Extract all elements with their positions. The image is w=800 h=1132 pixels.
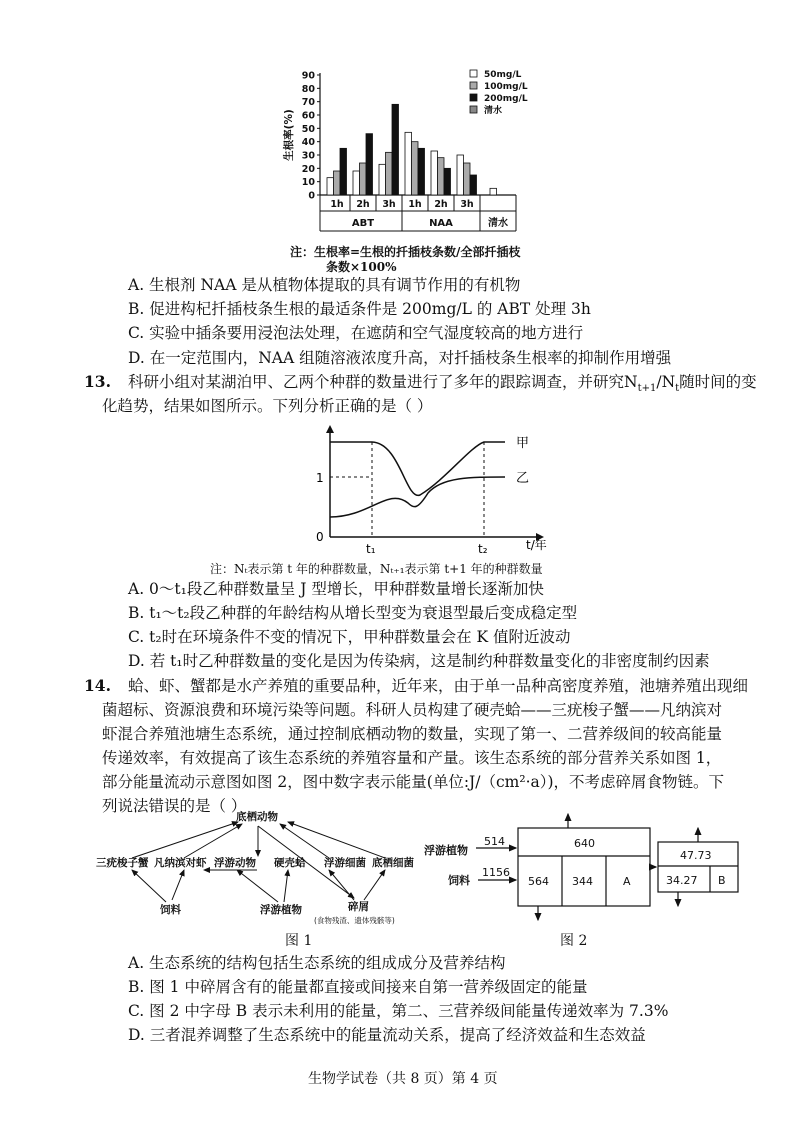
bar-chart xyxy=(270,62,570,262)
bar xyxy=(464,163,471,195)
fig2-feed-value: 1156 xyxy=(482,866,510,879)
fig2-phyto-value: 514 xyxy=(484,835,505,848)
q12-option-b: B. 促进构杞扦插枝条生根的最适条件是 200mg/L 的 ABT 处理 3h xyxy=(128,300,591,318)
legend-swatch xyxy=(470,94,477,101)
y-tick-label: 20 xyxy=(301,163,315,175)
q14-option-c: C. 图 2 中字母 B 表示未利用的能量，第二、三营养级间能量传递效率为 7.3% xyxy=(128,1002,669,1020)
y-tick-label: 50 xyxy=(301,123,315,135)
node-detritus: 碎屑 xyxy=(348,901,369,913)
node-detritus-note: (食物残渣、遗体残骸等) xyxy=(314,916,395,925)
q13-option-c: C. t₂时在环境条件不变的情况下，甲种群数量会在 K 值附近波动 xyxy=(128,628,571,646)
y-axis-label: 生根率(%) xyxy=(283,109,295,161)
y-tick-label: 70 xyxy=(301,97,315,109)
q12-option-c: C. 实验中插条要用浸泡法处理，在遮荫和空气湿度较高的地方进行 xyxy=(128,324,584,342)
node-feed: 饲料 xyxy=(160,904,181,916)
bar xyxy=(405,132,412,195)
chart-note-1: 注：生根率=生根的扦插枝条数/全部扦插枝 xyxy=(290,245,521,259)
fig2-box2-a: 34.27 xyxy=(666,874,698,887)
legend-label: 100mg/L xyxy=(484,82,528,92)
bar xyxy=(457,155,464,195)
x-time-label: 3h xyxy=(460,199,474,210)
fig2-box-top: 640 xyxy=(574,837,595,850)
fig2-box-b: 344 xyxy=(572,875,593,888)
bar xyxy=(379,164,386,195)
legend-swatch xyxy=(470,106,477,113)
q14-stem-line6: 列说法错误的是（ ） xyxy=(102,797,247,815)
bar xyxy=(327,178,334,195)
legend-label: 200mg/L xyxy=(484,94,528,104)
curve-yi xyxy=(330,477,505,517)
bar xyxy=(386,152,393,195)
t2-label: t₂ xyxy=(478,542,488,556)
bar-layer xyxy=(282,70,528,231)
fig2-box-c: A xyxy=(623,875,631,888)
y-tick-one: 1 xyxy=(316,471,324,485)
q14-stem-line1: 蛤、虾、蟹都是水产养殖的重要品种，近年来，由于单一品种高密度养殖，池塘养殖出现细 xyxy=(128,677,749,695)
node-shrimp: 凡纳滨对虾 xyxy=(154,857,207,869)
fig2-caption: 图 2 xyxy=(560,933,588,949)
q13-stem-line1: 科研小组对某湖泊甲、乙两个种群的数量进行了多年的跟踪调查，并研究$N_{t+1}/N_t$随时间的变 xyxy=(128,373,757,395)
node-benthic-bacteria: 底栖细菌 xyxy=(372,857,414,869)
bar xyxy=(418,148,425,195)
y-tick-label: 60 xyxy=(301,110,315,122)
bar xyxy=(431,151,438,195)
bar xyxy=(438,158,445,195)
node-phytoplankton: 浮游植物 xyxy=(260,904,302,916)
curve-jia xyxy=(330,442,505,495)
q13-note: 注：Nₜ表示第 t 年的种群数量，Nₜ₊₁表示第 t+1 年的种群数量 xyxy=(210,562,543,576)
q13-option-a: A. 0～t₁段乙种群数量呈 J 型增长，甲种群数量增长逐渐加快 xyxy=(128,580,544,598)
y-axis-arrow xyxy=(326,425,334,433)
x-time-label: 1h xyxy=(330,199,344,210)
node-zooplankton: 浮游动物 xyxy=(214,857,256,869)
legend-swatch xyxy=(470,82,477,89)
bar xyxy=(366,134,373,195)
population-graph xyxy=(300,425,570,560)
x-group-label: 清水 xyxy=(488,218,508,229)
q14-stem-line4: 传递效率，有效提高了该生态系统的养殖容量和产量。该生态系统的部分营养关系如图 1， xyxy=(102,749,722,767)
q14-number: 14. xyxy=(84,676,111,695)
q13-option-b: B. t₁～t₂段乙种群的年龄结构从增长型变为衰退型最后变成稳定型 xyxy=(128,604,578,622)
legend-label: 清水 xyxy=(484,106,503,116)
y-tick-label: 80 xyxy=(301,83,315,95)
x-time-label: 2h xyxy=(434,199,448,210)
x-group-label: ABT xyxy=(351,218,375,229)
y-tick-label: 0 xyxy=(308,190,315,202)
chart-note-2: 条数×100% xyxy=(326,260,397,274)
label-jia: 甲 xyxy=(516,436,530,451)
fig1-caption: 图 1 xyxy=(285,933,313,949)
y-tick-label: 40 xyxy=(301,137,315,149)
food-web-figure xyxy=(92,810,432,930)
bar xyxy=(340,148,347,195)
x-time-label: 1h xyxy=(408,199,422,210)
q14-stem-line5: 部分能量流动示意图如图 2，图中数字表示能量(单位:J/（cm²·a）)，不考虑碎屑食物链。下 xyxy=(102,773,725,791)
y-tick-label: 90 xyxy=(301,70,315,82)
q14-option-d: D. 三者混养调整了生态系统中的能量流动关系，提高了经济效益和生态效益 xyxy=(128,1026,646,1044)
t1-label: t₁ xyxy=(366,542,376,556)
q12-option-d: D. 在一定范围内，NAA 组随溶液浓度升高，对扦插枝条生根率的抑制作用增强 xyxy=(128,349,672,367)
node-plankton-bacteria: 浮游细菌 xyxy=(324,857,366,869)
x-time-label: 3h xyxy=(382,199,396,210)
x-group-label: NAA xyxy=(429,218,453,229)
page-footer: 生物学试卷（共 8 页）第 4 页 xyxy=(308,1071,498,1087)
fig2-box2-top: 47.73 xyxy=(680,849,712,862)
x-label: t/年 xyxy=(526,538,547,552)
energy-flow-figure xyxy=(418,812,768,922)
bar xyxy=(470,175,477,195)
y-tick-label: 10 xyxy=(301,177,315,189)
y-tick-label: 30 xyxy=(301,150,315,162)
x-time-label: 2h xyxy=(356,199,370,210)
q14-option-b: B. 图 1 中碎屑含有的能量都直接或间接来自第一营养级固定的能量 xyxy=(128,978,588,996)
label-yi: 乙 xyxy=(516,471,530,486)
q13-number: 13. xyxy=(84,372,111,391)
node-clam: 硬壳蛤 xyxy=(274,857,306,869)
bar xyxy=(392,104,399,195)
legend-swatch xyxy=(470,70,477,77)
q12-option-a: A. 生根剂 NAA 是从植物体提取的具有调节作用的有机物 xyxy=(128,276,521,294)
q14-stem-line3: 虾混合养殖池塘生态系统，通过控制底栖动物的数量，实现了第一、二营养级间的较高能量 xyxy=(102,725,723,743)
fig2-box-a: 564 xyxy=(528,875,549,888)
bar xyxy=(444,168,451,195)
fig2-phyto-label: 浮游植物 xyxy=(424,844,468,857)
bar xyxy=(334,171,341,195)
node-benthic: 底栖动物 xyxy=(236,811,278,823)
bar xyxy=(412,142,419,195)
fig2-feed-label: 饲料 xyxy=(448,874,470,887)
node-crab: 三疣梭子蟹 xyxy=(96,857,149,869)
fig2-box2-b: B xyxy=(718,874,726,887)
y-tick-zero: 0 xyxy=(316,530,324,544)
bar xyxy=(353,171,360,195)
legend-label: 50mg/L xyxy=(484,70,522,80)
q13-option-d: D. 若 t₁时乙种群数量的变化是因为传染病，这是制约种群数量变化的非密度制约因素 xyxy=(128,652,710,670)
q14-stem-line2: 菌超标、资源浪费和环境污染等问题。科研人员构建了硬壳蛤——三疣梭子蟹——凡纳滨对 xyxy=(102,701,723,719)
q14-option-a: A. 生态系统的结构包括生态系统的组成成分及营养结构 xyxy=(128,954,506,972)
bar xyxy=(360,163,367,195)
q13-stem-line2: 化趋势，结果如图所示。下列分析正确的是（ ） xyxy=(102,397,433,415)
bar-control xyxy=(490,188,497,195)
